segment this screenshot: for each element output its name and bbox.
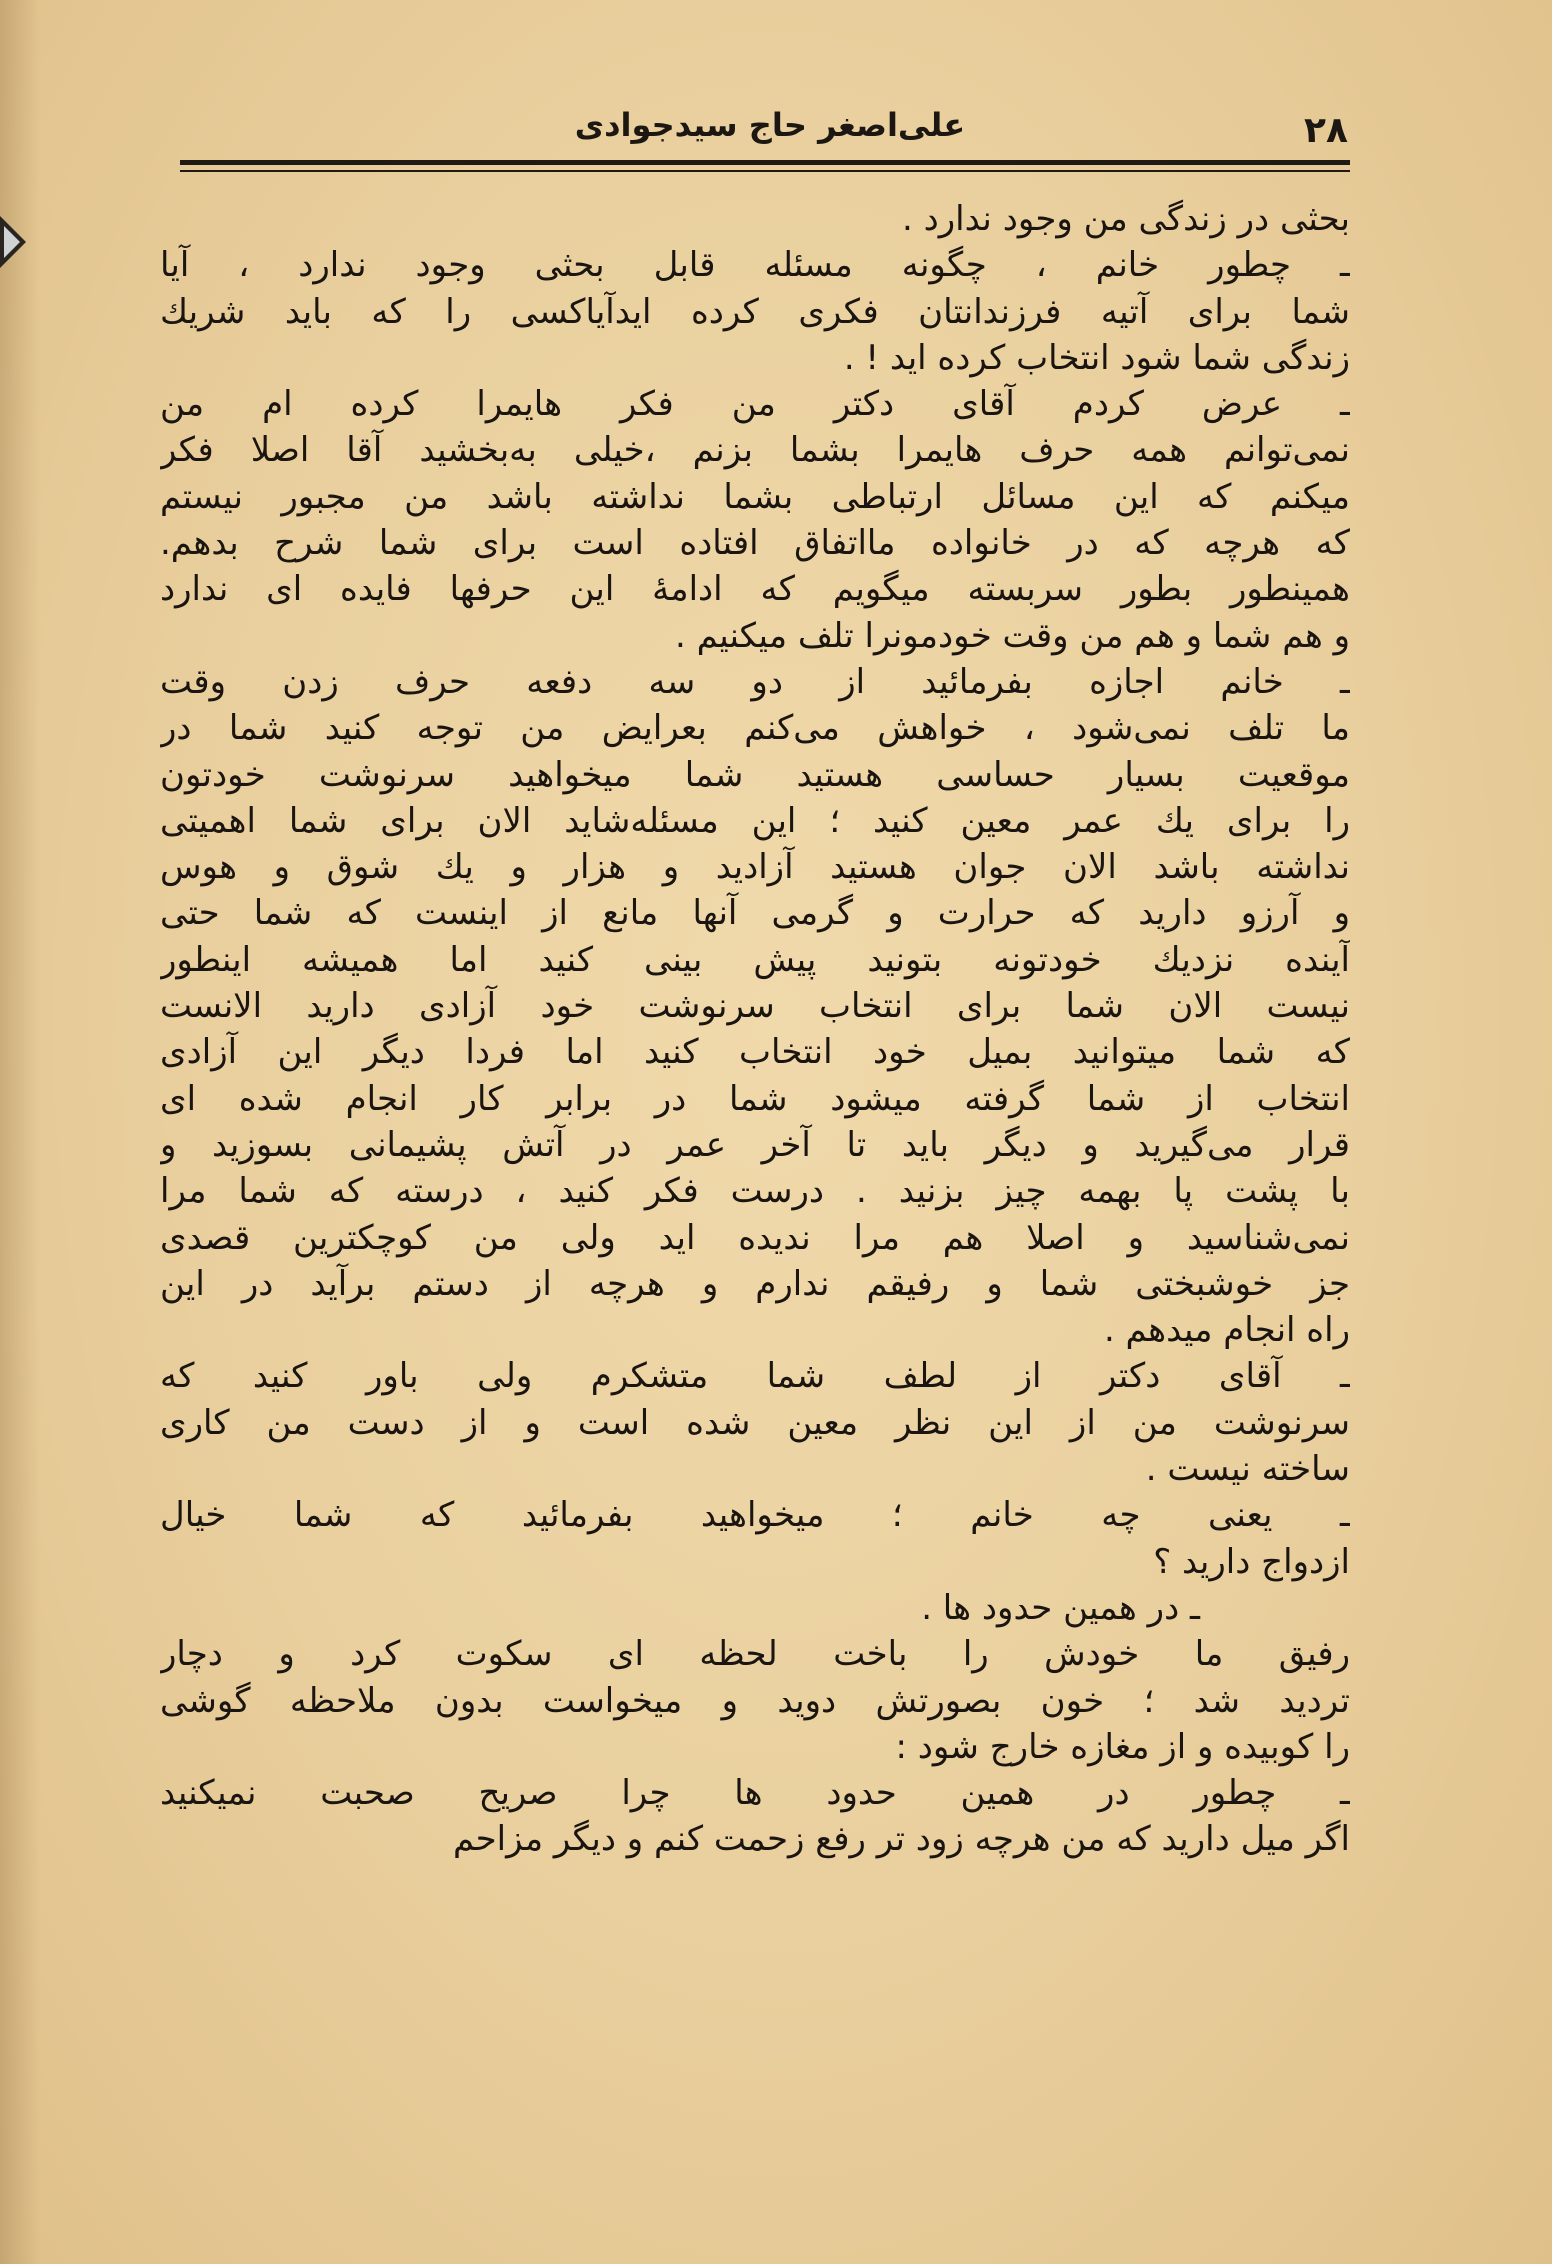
text-line: و هم شما و هم من وقت خودمونرا تلف میکنیم .: [675, 615, 1350, 656]
text-line: با پشت پا بهمه چیز بزنید . درست فکر کنید ، درسته که شما مرا: [160, 1171, 1350, 1212]
text-line: بحثی در زندگی من وجود ندارد .: [901, 199, 1350, 239]
header-rule-thin: [180, 170, 1350, 172]
text-line: همینطور بطور سربسته میگویم که ادامهٔ این حرفها فایده ای ندارد: [160, 569, 1350, 610]
page-number: ۲۸: [1304, 110, 1348, 151]
text-line: ـ عرض کردم آقای دکتر من فکر هایمرا کرده ام من: [160, 384, 1350, 425]
text-line: موقعیت بسیار حساسی هستید شما میخواهید سرنوشت خودتون: [160, 754, 1350, 795]
text-line: میکنم که این مسائل ارتباطی بشما نداشته باشد من مجبور نیستم: [160, 476, 1350, 517]
text-line: را کوبیده و از مغازه خارج شود :: [895, 1726, 1350, 1767]
text-line: ساخته نیست .: [1145, 1449, 1350, 1490]
text-line: زندگی شما شود انتخاب کرده اید ! .: [843, 337, 1350, 378]
text-line: راه انجام میدهم .: [1103, 1310, 1350, 1351]
text-line: ما تلف نمی‌شود ، خواهش می‌کنم بعرایض من توجه کنید شما در: [160, 708, 1350, 749]
text-line: رفیق ما خودش را باخت لحظه ای سکوت کرد و دچار: [160, 1634, 1350, 1675]
text-line: ـ چطور در همین حدود ها چرا صریح صحبت نمیکنید: [160, 1773, 1350, 1814]
text-line: اگر میل دارید که من هرچه زود تر رفع زحمت کنم و دیگر مزاحم: [452, 1819, 1350, 1860]
text-line: نمی‌شناسید و اصلا هم مرا ندیده اید ولی من کوچکترین قصدی: [160, 1217, 1350, 1258]
text-line: شما برای آتیه فرزندانتان فکری کرده ایدآیاکسی را که باید شریك: [160, 291, 1350, 332]
running-header: [180, 96, 1350, 166]
text-line: ازدواج دارید ؟: [1153, 1541, 1350, 1582]
header-rule-thick: [180, 160, 1350, 165]
body-text: [160, 196, 1350, 1863]
text-line: تردید شد ؛ خون بصورتش دوید و میخواست بدون ملاحظه گوشی: [160, 1680, 1350, 1721]
text-line: آینده نزدیك خودتونه بتونید پیش بینی کنید اما همیشه اینطور: [160, 939, 1350, 980]
text-line: ـ در همین حدود ها .: [921, 1587, 1200, 1628]
text-line: که شما میتوانید بمیل خود انتخاب کنید اما فردا دیگر این آزادی: [160, 1032, 1350, 1073]
text-line: ـ آقای دکتر از لطف شما متشکرم ولی باور کنید که: [160, 1356, 1350, 1397]
scanner-edge-marker-highlight: [4, 226, 20, 258]
text-line: و آرزو دارید که حرارت و گرمی آنها مانع از اینست که شما حتی: [160, 893, 1350, 934]
text-line: سرنوشت من از این نظر معین شده است و از دست من کاری: [160, 1402, 1350, 1443]
text-line: نیست الان شما برای انتخاب سرنوشت خود آزادی دارید الانست: [160, 986, 1350, 1027]
text-line: جز خوشبختی شما و رفیقم ندارم و هرچه از دستم برآید در این: [160, 1263, 1350, 1304]
text-line: را برای یك عمر معین کنید ؛ این مسئله‌شاید الان برای شما اهمیتی: [160, 800, 1350, 841]
text-line: ـ یعنی چه خانم ؛ میخواهید بفرمائید که شما خیال: [160, 1495, 1350, 1536]
page-gutter-shadow: [0, 0, 40, 2264]
text-line: که هرچه که در خانواده مااتفاق افتاده است برای شما شرح بدهم.: [160, 523, 1350, 564]
text-line: ـ خانم اجازه بفرمائید از دو سه دفعه حرف زدن وقت: [160, 661, 1350, 702]
text-line: نداشته باشد الان جوان هستید آزادید و هزار و یك شوق و هوس: [160, 847, 1350, 888]
text-line: نمی‌توانم همه حرف هایمرا بشما بزنم ،خیلی به‌بخشید آقا اصلا فکر: [160, 430, 1350, 471]
text-line: انتخاب از شما گرفته میشود شما در برابر کار انجام شده ای: [160, 1078, 1350, 1119]
text-line: قرار می‌گیرید و دیگر باید تا آخر عمر در آتش پشیمانی بسوزید و: [160, 1124, 1350, 1165]
running-header-author: علی‌اصغر حاج سیدجوادی: [574, 106, 966, 144]
text-line: ـ چطور خانم ، چگونه مسئله قابل بحثی وجود ندارد ، آیا: [160, 245, 1350, 286]
